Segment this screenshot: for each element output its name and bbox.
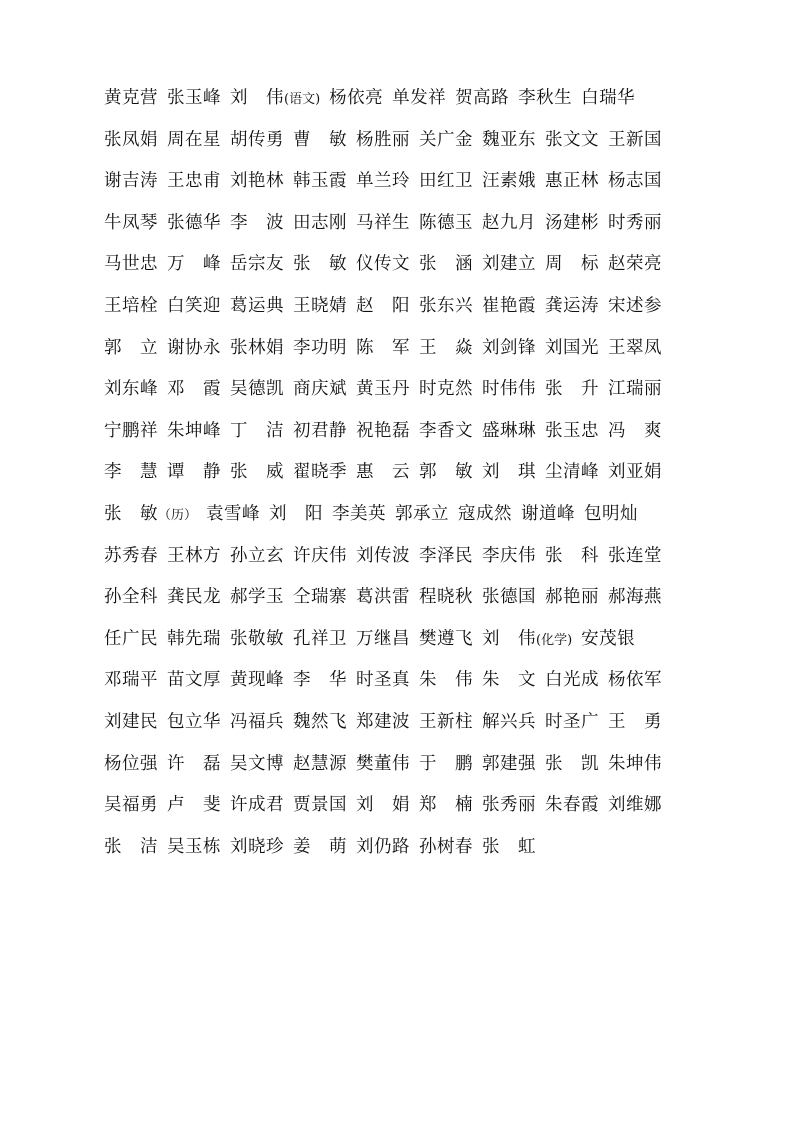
name-entry: 朱坤峰 xyxy=(167,420,221,441)
name-entry: 谢协永 xyxy=(167,337,221,358)
name-entry: 孙全科 xyxy=(104,587,158,608)
name-entry: 葛洪雷 xyxy=(356,587,410,608)
name-entry: 吴文博 xyxy=(230,753,284,774)
name-entry: 许 磊 xyxy=(167,753,221,774)
name-entry: 郑 楠 xyxy=(419,795,473,816)
name-entry: 吴福勇 xyxy=(104,795,158,816)
name-entry: 白光成 xyxy=(545,670,599,691)
name-entry: 马祥生 xyxy=(356,212,410,233)
name-entry: 时伟伟 xyxy=(482,379,536,400)
name-entry: 解兴兵 xyxy=(482,711,536,732)
name-entry: 魏亚东 xyxy=(482,129,536,150)
name-entry: 万 峰 xyxy=(167,254,221,275)
name-entry: 魏然飞 xyxy=(293,711,347,732)
name-entry: 杨胜丽 xyxy=(356,129,410,150)
name-row xyxy=(104,500,704,542)
name-entry: 张 科 xyxy=(545,545,599,566)
name-entry: 姜 萌 xyxy=(293,836,347,857)
name-entry: 卢 斐 xyxy=(167,795,221,816)
name-entry: 时克然 xyxy=(419,379,473,400)
name-row xyxy=(104,292,704,334)
name-entry: 张 涵 xyxy=(419,254,473,275)
name-entry: 翟晓季 xyxy=(293,462,347,483)
name-row xyxy=(104,666,704,708)
name-entry: 李功明 xyxy=(293,337,347,358)
name-entry: 苗文厚 xyxy=(167,670,221,691)
name-entry: 刘 伟(化学) xyxy=(482,628,573,649)
name-entry: 冯福兵 xyxy=(230,711,284,732)
name-list xyxy=(104,84,704,874)
name-entry: 许庆伟 xyxy=(293,545,347,566)
name-entry: 于 鹏 xyxy=(419,753,473,774)
name-entry: 李美英 xyxy=(332,503,387,524)
name-row xyxy=(104,84,704,126)
name-entry: 田红卫 xyxy=(419,171,473,192)
name-entry: 包立华 xyxy=(167,711,221,732)
name-entry: 李秋生 xyxy=(518,88,573,108)
name-entry: 樊遵飞 xyxy=(419,628,473,649)
name-entry: 尘清峰 xyxy=(545,462,599,483)
name-entry: 袁雪峰 xyxy=(206,503,261,524)
name-entry: 初君静 xyxy=(293,420,347,441)
name-entry: 王翠凤 xyxy=(608,337,662,358)
name-entry: 李泽民 xyxy=(419,545,473,566)
name-entry: 王新柱 xyxy=(419,711,473,732)
name-entry: 刘东峰 xyxy=(104,379,158,400)
name-entry: 李 华 xyxy=(293,670,347,691)
name-entry: 邓瑞平 xyxy=(104,670,158,691)
name-entry: 龚运涛 xyxy=(545,295,599,316)
name-entry: 刘 琪 xyxy=(482,462,536,483)
name-entry: 贺高路 xyxy=(455,88,510,108)
name-entry: 郝学玉 xyxy=(230,587,284,608)
name-entry: 张 升 xyxy=(545,379,599,400)
name-entry: 仝瑞寨 xyxy=(293,587,347,608)
name-entry: 吴德凯 xyxy=(230,379,284,400)
name-entry: 刘 娟 xyxy=(356,795,410,816)
name-entry: 黄克营 xyxy=(104,88,158,108)
name-entry: 樊董伟 xyxy=(356,753,410,774)
name-entry: 马世忠 xyxy=(104,254,158,275)
name-entry: 刘 伟(语文) xyxy=(230,88,321,108)
name-entry: 苏秀春 xyxy=(104,545,158,566)
name-entry: 汪素娥 xyxy=(482,171,536,192)
subject-note: （历） xyxy=(158,507,198,523)
name-entry: 郝艳丽 xyxy=(545,587,599,608)
name-entry: 江瑞丽 xyxy=(608,379,662,400)
name-entry: 单发祥 xyxy=(392,88,447,108)
name-entry: 宁鹏祥 xyxy=(104,420,158,441)
name-row xyxy=(104,167,704,209)
name-entry: 龚民龙 xyxy=(167,587,221,608)
name-entry: 商庆斌 xyxy=(293,379,347,400)
name-entry: 郭承立 xyxy=(395,503,450,524)
name-entry: 张 威 xyxy=(230,462,284,483)
name-entry: 赵慧源 xyxy=(293,753,347,774)
name-row xyxy=(104,126,704,168)
name-entry: 包明灿 xyxy=(584,503,639,524)
name-entry: 丁 洁 xyxy=(230,420,284,441)
name-entry: 白笑迎 xyxy=(167,295,221,316)
name-entry: 任广民 xyxy=(104,628,158,649)
name-entry: 刘建民 xyxy=(104,711,158,732)
name-entry: 张 敏（历） xyxy=(104,503,198,524)
name-row xyxy=(104,375,704,417)
name-entry: 郭建强 xyxy=(482,753,536,774)
name-entry: 仪传文 xyxy=(356,254,410,275)
name-entry: 孙树春 xyxy=(419,836,473,857)
name-entry: 张文文 xyxy=(545,129,599,150)
name-entry: 王忠甫 xyxy=(167,171,221,192)
name-entry: 周 标 xyxy=(545,254,599,275)
name-entry: 杨依军 xyxy=(608,670,662,691)
name-entry: 王晓婧 xyxy=(293,295,347,316)
name-entry: 朱 伟 xyxy=(419,670,473,691)
name-entry: 王林方 xyxy=(167,545,221,566)
name-entry: 黄现峰 xyxy=(230,670,284,691)
name-entry: 张林娟 xyxy=(230,337,284,358)
name-entry: 李 慧 xyxy=(104,462,158,483)
name-entry: 寇成然 xyxy=(458,503,513,524)
name-entry: 谢道峰 xyxy=(521,503,576,524)
name-entry: 盛琳琳 xyxy=(482,420,536,441)
name-entry: 张 虹 xyxy=(482,836,536,857)
name-entry: 时圣广 xyxy=(545,711,599,732)
name-entry: 朱坤伟 xyxy=(608,753,662,774)
name-entry: 刘维娜 xyxy=(608,795,662,816)
name-entry: 周在星 xyxy=(167,129,221,150)
name-entry: 惠 云 xyxy=(356,462,410,483)
name-row xyxy=(104,583,704,625)
name-entry: 郭 敏 xyxy=(419,462,473,483)
name-entry: 贾景国 xyxy=(293,795,347,816)
name-entry: 刘国光 xyxy=(545,337,599,358)
name-row xyxy=(104,750,704,792)
name-entry: 白瑞华 xyxy=(581,88,636,108)
name-entry: 孙立玄 xyxy=(230,545,284,566)
name-entry: 杨位强 xyxy=(104,753,158,774)
name-row xyxy=(104,334,704,376)
name-entry: 李 波 xyxy=(230,212,284,233)
name-row xyxy=(104,833,704,875)
name-entry: 杨志国 xyxy=(608,171,662,192)
name-entry: 张玉忠 xyxy=(545,420,599,441)
name-entry: 关广金 xyxy=(419,129,473,150)
name-entry: 冯 爽 xyxy=(608,420,662,441)
name-entry: 黄玉丹 xyxy=(356,379,410,400)
name-entry: 张敬敏 xyxy=(230,628,284,649)
name-entry: 曹 敏 xyxy=(293,129,347,150)
name-entry: 宋述参 xyxy=(608,295,662,316)
name-entry: 刘仍路 xyxy=(356,836,410,857)
name-entry: 刘亚娟 xyxy=(608,462,662,483)
name-entry: 韩先瑞 xyxy=(167,628,221,649)
name-entry: 刘 阳 xyxy=(269,503,324,524)
name-entry: 王 勇 xyxy=(608,711,662,732)
name-entry: 赵九月 xyxy=(482,212,536,233)
name-row xyxy=(104,458,704,500)
name-entry: 时秀丽 xyxy=(608,212,662,233)
name-entry: 时圣真 xyxy=(356,670,410,691)
name-entry: 王培栓 xyxy=(104,295,158,316)
name-row xyxy=(104,791,704,833)
name-entry: 刘晓珍 xyxy=(230,836,284,857)
name-entry: 许成君 xyxy=(230,795,284,816)
name-entry: 邓 霞 xyxy=(167,379,221,400)
subject-note: (化学) xyxy=(536,632,573,648)
name-entry: 谭 静 xyxy=(167,462,221,483)
name-entry: 惠正林 xyxy=(545,171,599,192)
name-entry: 田志刚 xyxy=(293,212,347,233)
name-entry: 陈德玉 xyxy=(419,212,473,233)
name-entry: 张东兴 xyxy=(419,295,473,316)
name-entry: 张连堂 xyxy=(608,545,662,566)
name-entry: 朱 文 xyxy=(482,670,536,691)
name-entry: 祝艳磊 xyxy=(356,420,410,441)
name-row xyxy=(104,708,704,750)
name-entry: 张 凯 xyxy=(545,753,599,774)
name-entry: 崔艳霞 xyxy=(482,295,536,316)
name-entry: 朱春霞 xyxy=(545,795,599,816)
name-row xyxy=(104,209,704,251)
name-entry: 孔祥卫 xyxy=(293,628,347,649)
name-entry: 万继昌 xyxy=(356,628,410,649)
name-entry: 韩玉霞 xyxy=(293,171,347,192)
name-entry: 杨依亮 xyxy=(329,88,384,108)
name-entry: 张凤娟 xyxy=(104,129,158,150)
name-entry: 郭 立 xyxy=(104,337,158,358)
name-entry: 郑建波 xyxy=(356,711,410,732)
name-entry: 张秀丽 xyxy=(482,795,536,816)
name-entry: 谢吉涛 xyxy=(104,171,158,192)
name-entry: 刘传波 xyxy=(356,545,410,566)
name-entry: 张 敏 xyxy=(293,254,347,275)
name-entry: 赵 阳 xyxy=(356,295,410,316)
name-row xyxy=(104,625,704,667)
name-entry: 安茂银 xyxy=(581,628,636,649)
name-entry: 刘剑锋 xyxy=(482,337,536,358)
subject-note: (语文) xyxy=(284,92,321,107)
name-entry: 刘艳林 xyxy=(230,171,284,192)
name-row xyxy=(104,250,704,292)
name-entry: 牛凤琴 xyxy=(104,212,158,233)
name-entry: 张德国 xyxy=(482,587,536,608)
name-entry: 陈 军 xyxy=(356,337,410,358)
name-entry: 张 洁 xyxy=(104,836,158,857)
name-entry: 吴玉栋 xyxy=(167,836,221,857)
name-entry: 张玉峰 xyxy=(167,88,221,108)
name-entry: 张德华 xyxy=(167,212,221,233)
name-entry: 岳宗友 xyxy=(230,254,284,275)
name-entry: 单兰玲 xyxy=(356,171,410,192)
name-entry: 刘建立 xyxy=(482,254,536,275)
name-entry: 汤建彬 xyxy=(545,212,599,233)
name-entry: 王新国 xyxy=(608,129,662,150)
name-entry: 郝海燕 xyxy=(608,587,662,608)
name-entry: 李香文 xyxy=(419,420,473,441)
name-entry: 胡传勇 xyxy=(230,129,284,150)
name-row xyxy=(104,542,704,584)
name-entry: 葛运典 xyxy=(230,295,284,316)
name-row xyxy=(104,417,704,459)
name-entry: 李庆伟 xyxy=(482,545,536,566)
name-entry: 赵荣亮 xyxy=(608,254,662,275)
name-entry: 王 焱 xyxy=(419,337,473,358)
name-entry: 程晓秋 xyxy=(419,587,473,608)
